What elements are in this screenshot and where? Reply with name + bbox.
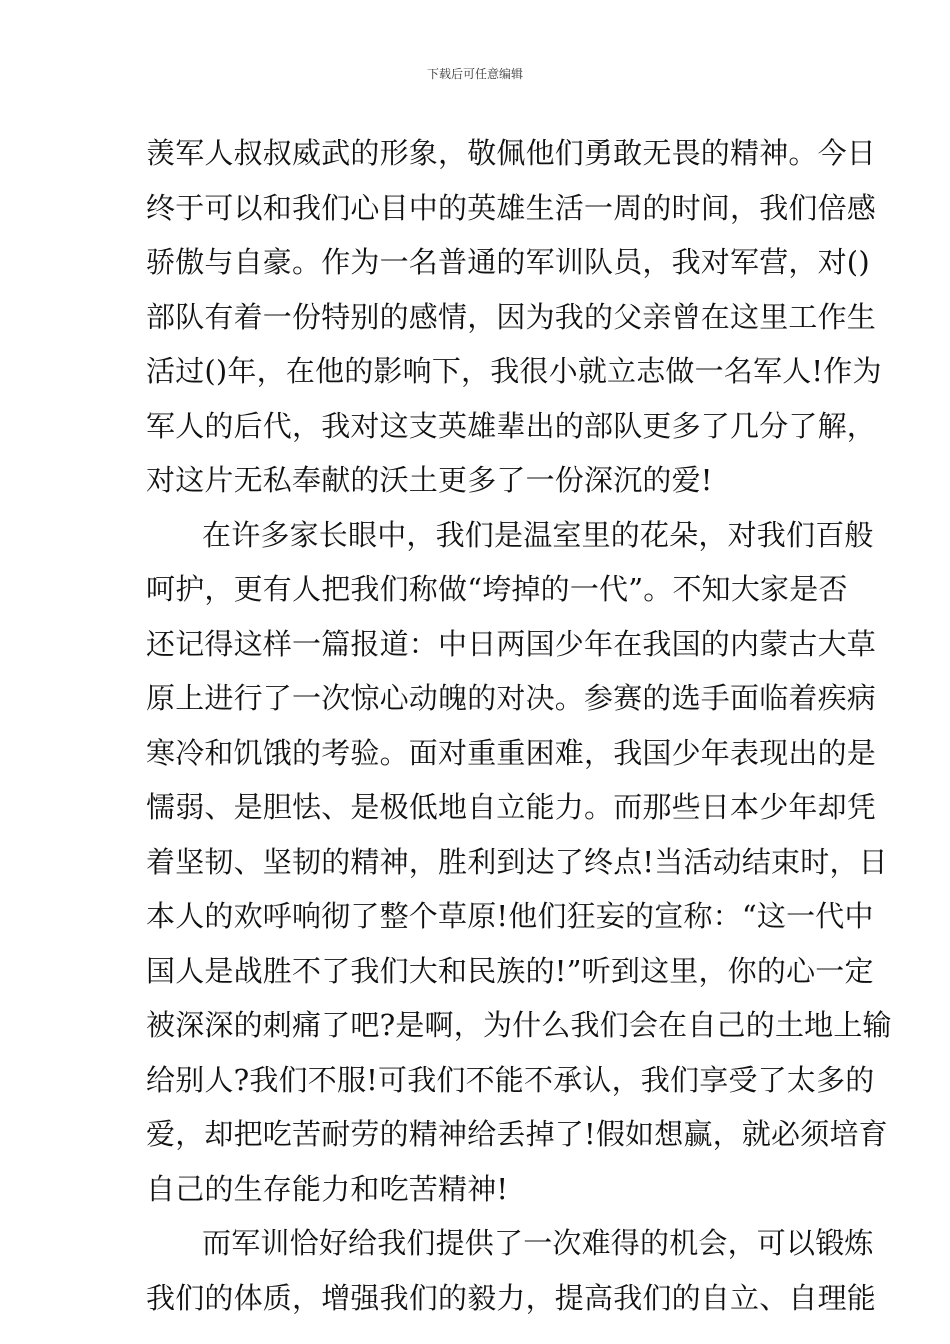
text-line: 还记得这样一篇报道：中日两国少年在我国的内蒙古大草: [146, 626, 877, 661]
text-line: 原上进行了一次惊心动魄的对决。参赛的选手面临着疾病: [146, 681, 877, 715]
text-line: 寒冷和饥饿的考验。面对重重困难，我国少年表现出的是: [146, 735, 877, 770]
text-line: 国人是战胜不了我们大和民族的!”听到这里，你的心一定: [146, 953, 874, 988]
paragraph-start-line: 在许多家长眼中，我们是温室里的花朵，对我们百般: [202, 517, 874, 552]
text-line: 着坚韧、坚韧的精神，胜利到达了终点!当活动结束时，日: [146, 844, 888, 879]
text-line: 终于可以和我们心目中的英雄生活一周的时间，我们倍感: [146, 190, 877, 225]
text-line: 对这片无私奉献的沃土更多了一份深沉的爱!: [146, 463, 713, 497]
text-line: 部队有着一份特别的感情，因为我的父亲曾在这里工作生: [146, 299, 877, 334]
text-line: 军人的后代，我对这支英雄辈出的部队更多了几分了解，: [146, 408, 877, 443]
text-line: 自己的生存能力和吃苦精神!: [146, 1171, 509, 1206]
text-line: 本人的欢呼响彻了整个草原!他们狂妄的宣称：“这一代中: [146, 899, 874, 933]
page-header: 下载后可任意编辑: [426, 67, 523, 81]
paragraph-start-line: 而军训恰好给我们提供了一次难得的机会，可以锻炼: [202, 1226, 874, 1260]
document-body: [146, 126, 892, 1325]
text-line: 给别人?我们不服!可我们不能不承认，我们享受了太多的: [146, 1062, 875, 1097]
text-line: 懦弱、是胆怯、是极低地自立能力。而那些日本少年却凭: [146, 790, 877, 824]
text-line: 羡军人叔叔威武的形象，敬佩他们勇敢无畏的精神。今日: [146, 136, 877, 170]
text-line: 我们的体质，增强我们的毅力，提高我们的自立、自理能: [146, 1280, 877, 1315]
text-line: 被深深的刺痛了吧?是啊，为什么我们会在自己的土地上输: [146, 1008, 892, 1042]
text-line: 呵护，更有人把我们称做“垮掉的一代”。不知大家是否: [146, 572, 848, 606]
text-line: 活过()年，在他的影响下，我很小就立志做一名军人!作为: [146, 354, 882, 388]
text-line: 骄傲与自豪。作为一名普通的军训队员，我对军营，对(): [146, 245, 870, 279]
text-line: 爱，却把吃苦耐劳的精神给丢掉了!假如想赢，就必须培育: [146, 1117, 888, 1151]
